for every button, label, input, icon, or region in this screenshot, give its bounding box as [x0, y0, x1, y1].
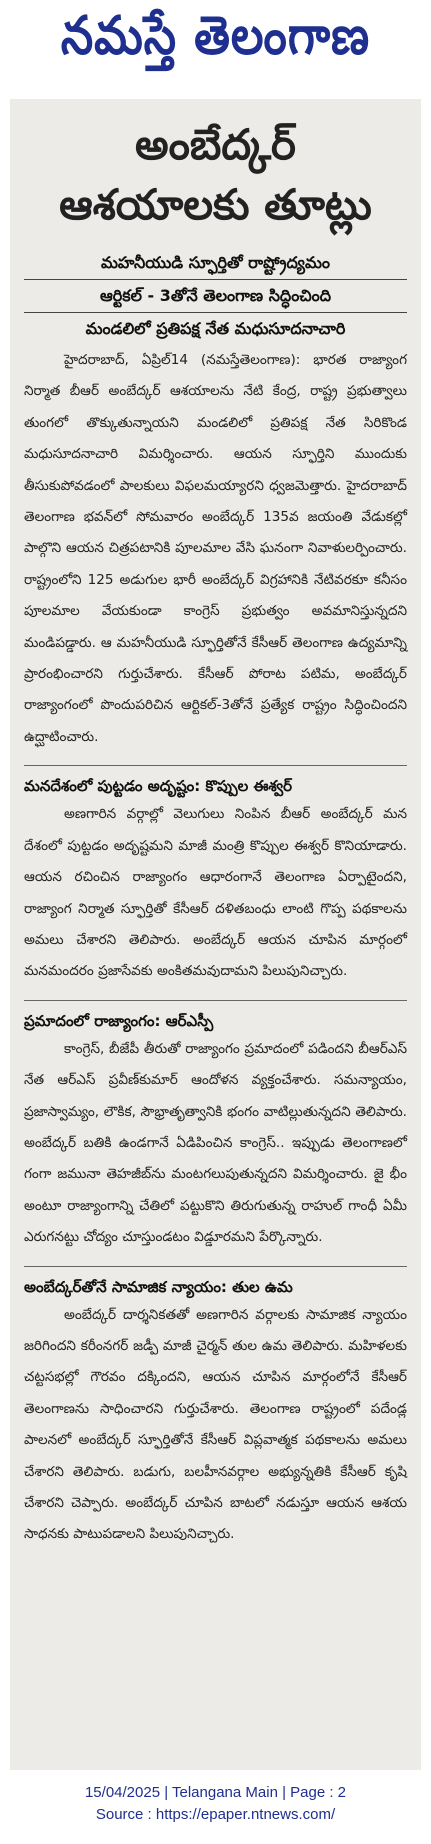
edition-info: 15/04/2025 | Telangana Main | Page : 2 — [84, 1784, 347, 1801]
masthead — [0, 0, 431, 84]
lead-paragraph: హైదరాబాద్, ఏప్రిల్14 (నమస్తేతెలంగాణ): భారత రాజ్యాంగ నిర్మాత బీఆర్ అంబేద్కర్ ఆశయాలను నేటి కేంద్ర, రాష్ట్ర ప్రభుత్వాలు తుంగలో తొక్కుతున్నాయని మండలిలో ప్రతిపక్ష నేత సిరికొండ మధుసూదనాచారి విమర్శించారు. ఆయన స్ఫూర్తిని ముందుకు తీసుకుపోవడంలో పాలకులు విఫలమయ్యారని ధ్వజమెత్తారు. హైదరాబాద్ తెలంగాణ భవన్‌లో సోమవారం అంబేద్కర్ 135వ జయంతి వేడుకల్లో పాల్గొని ఆయన చిత్రపటానికి పూలమాల వేసి ఘనంగా నివాళులర్పించారు. రాష్ట్రంలోని 125 అడుగుల భారీ అంబేద్కర్ విగ్రహానికి నేటివరకూ కనీసం పూలమాల వేయకుండా కాంగ్రెస్ ప్రభుత్వం అవమానిస్తున్నదని మండిపడ్డారు. ఆ మహనీయుడి స్ఫూర్తితోనే కేసీఆర్ తెలంగాణ ఉద్యమాన్ని ప్రారంభించారని గుర్తుచేశారు. కేసీఆర్ పోరాట పటిమ, అంబేద్కర్ రాజ్యాంగంలో పొందుపరిచిన ఆర్టికల్-3తోనే ప్రత్యేక రాష్ట్రం సిద్ధించిందని ఉద్ఘాటించారు. — [24, 352, 407, 745]
section-heading-2: ప్రమాదంలో రాజ్యాంగం: ఆర్ఎస్పీ — [24, 1000, 407, 1034]
section-body-1: అణగారిన వర్గాల్లో వెలుగులు నింపిన బీఆర్ అంబేద్కర్ మన దేశంలో పుట్టడం అదృష్టమని మాజీ మంత్రి కొప్పుల ఈశ్వర్ కొనియాడారు. ఆయన రచించిన రాజ్యాంగం ఆధారంగానే తెలంగాణ ఏర్పాటైందని, రాజ్యాంగ నిర్మాత స్ఫూర్తితో కేసీఆర్ దళితబంధు లాంటి గొప్ప పథకాలను అమలు చేశారని తెలిపారు. అంబేద్కర్ ఆయన చూపిన మార్గంలో మనమందరం ప్రజాసేవకు అంకితమవుదామని పిలుపునిచ్చారు. — [24, 806, 407, 980]
headline-line-1: అంబేద్కర్ — [135, 120, 296, 169]
section-body-2: కాంగ్రెస్, బీజేపీ తీరుతో రాజ్యాంగం ప్రమాదంలో పడిందని బీఆర్ఎస్ నేత ఆర్ఎస్ ప్రవీణ్‌కుమార్ ఆందోళన వ్యక్తంచేశారు. సమన్యాయం, ప్రజాస్వామ్యం, లౌకిక, సౌభ్రాతృత్వానికి భంగం వాటిల్లుతున్నదని తెలిపారు. అంబేద్కర్ బతికి ఉండగానే ఏడిపించిన కాంగ్రెస్.. ఇప్పుడు తెలంగాణలో గంగా జమునా తెహజీబ్‌ను మంటగలుపుతున్నదని విమర్శించారు. జై భీం అంటూ రాజ్యాంగాన్ని చేతిలో పట్టుకొని తిరుగుతున్న రాహుల్ గాంధీ ఏమీ ఎరుగనట్టు చోద్యం చూస్తుండటం విడ్డూరమని పేర్కొన్నారు. — [24, 1040, 407, 1246]
headline — [24, 115, 407, 235]
section-heading-1: మనదేశంలో పుట్టడం అదృష్టం: కొప్పుల ఈశ్వర్ — [24, 765, 407, 799]
headline-line-2: ఆశయాలకు తూట్లు — [59, 180, 372, 229]
section-body-3: అంబేద్కర్ దార్శనికతతో అణగారిన వర్గాలకు సామాజిక న్యాయం జరిగిందని కరీంనగర్ జడ్పీ మాజీ చైర్మన్ తుల ఉమ తెలిపారు. మహిళలకు చట్టసభల్లో గౌరవం దక్కిందని, ఆయన చూపిన మార్గంలోనే కేసీఆర్ తెలంగాణను సాధించారని గుర్తుచేశారు. తెలంగాణ రాష్ట్రంలో పదేండ్ల పాలనలో అంబేద్కర్ స్ఫూర్తితోనే కేసీఆర్ విప్లవాత్మక పథకాలను అమలు చేశారని తెలిపారు. బడుగు, బలహీనవర్గాల అభ్యున్నతికి కేసీఆర్ కృషి చేశారని చెప్పారు. అంబేద్కర్ చూపిన బాటలో నడుస్తూ ఆయన ఆశయ సాధనకు పాటుపడాలని పిలుపునిచ్చారు. — [24, 1306, 407, 1543]
newspaper-logo: నమస్తే తెలంగాణ — [60, 4, 371, 67]
subhead-3: మండలిలో ప్రతిపక్ష నేత మధుసూదనాచారి — [85, 319, 346, 338]
subhead-1: మహనీయుడి స్ఫూర్తితో రాష్ట్రోద్యమం — [24, 247, 407, 280]
source-link[interactable]: Source : https://epaper.ntnews.com/ — [95, 1806, 336, 1823]
subhead-2: ఆర్టికల్ - 3తోనే తెలంగాణ సిద్ధించింది — [24, 280, 407, 313]
page-footer — [0, 1782, 431, 1826]
article-clipping — [10, 99, 421, 1770]
section-heading-3: అంబేద్కర్‌తోనే సామాజిక న్యాయం: తుల ఉమ — [24, 1266, 407, 1300]
